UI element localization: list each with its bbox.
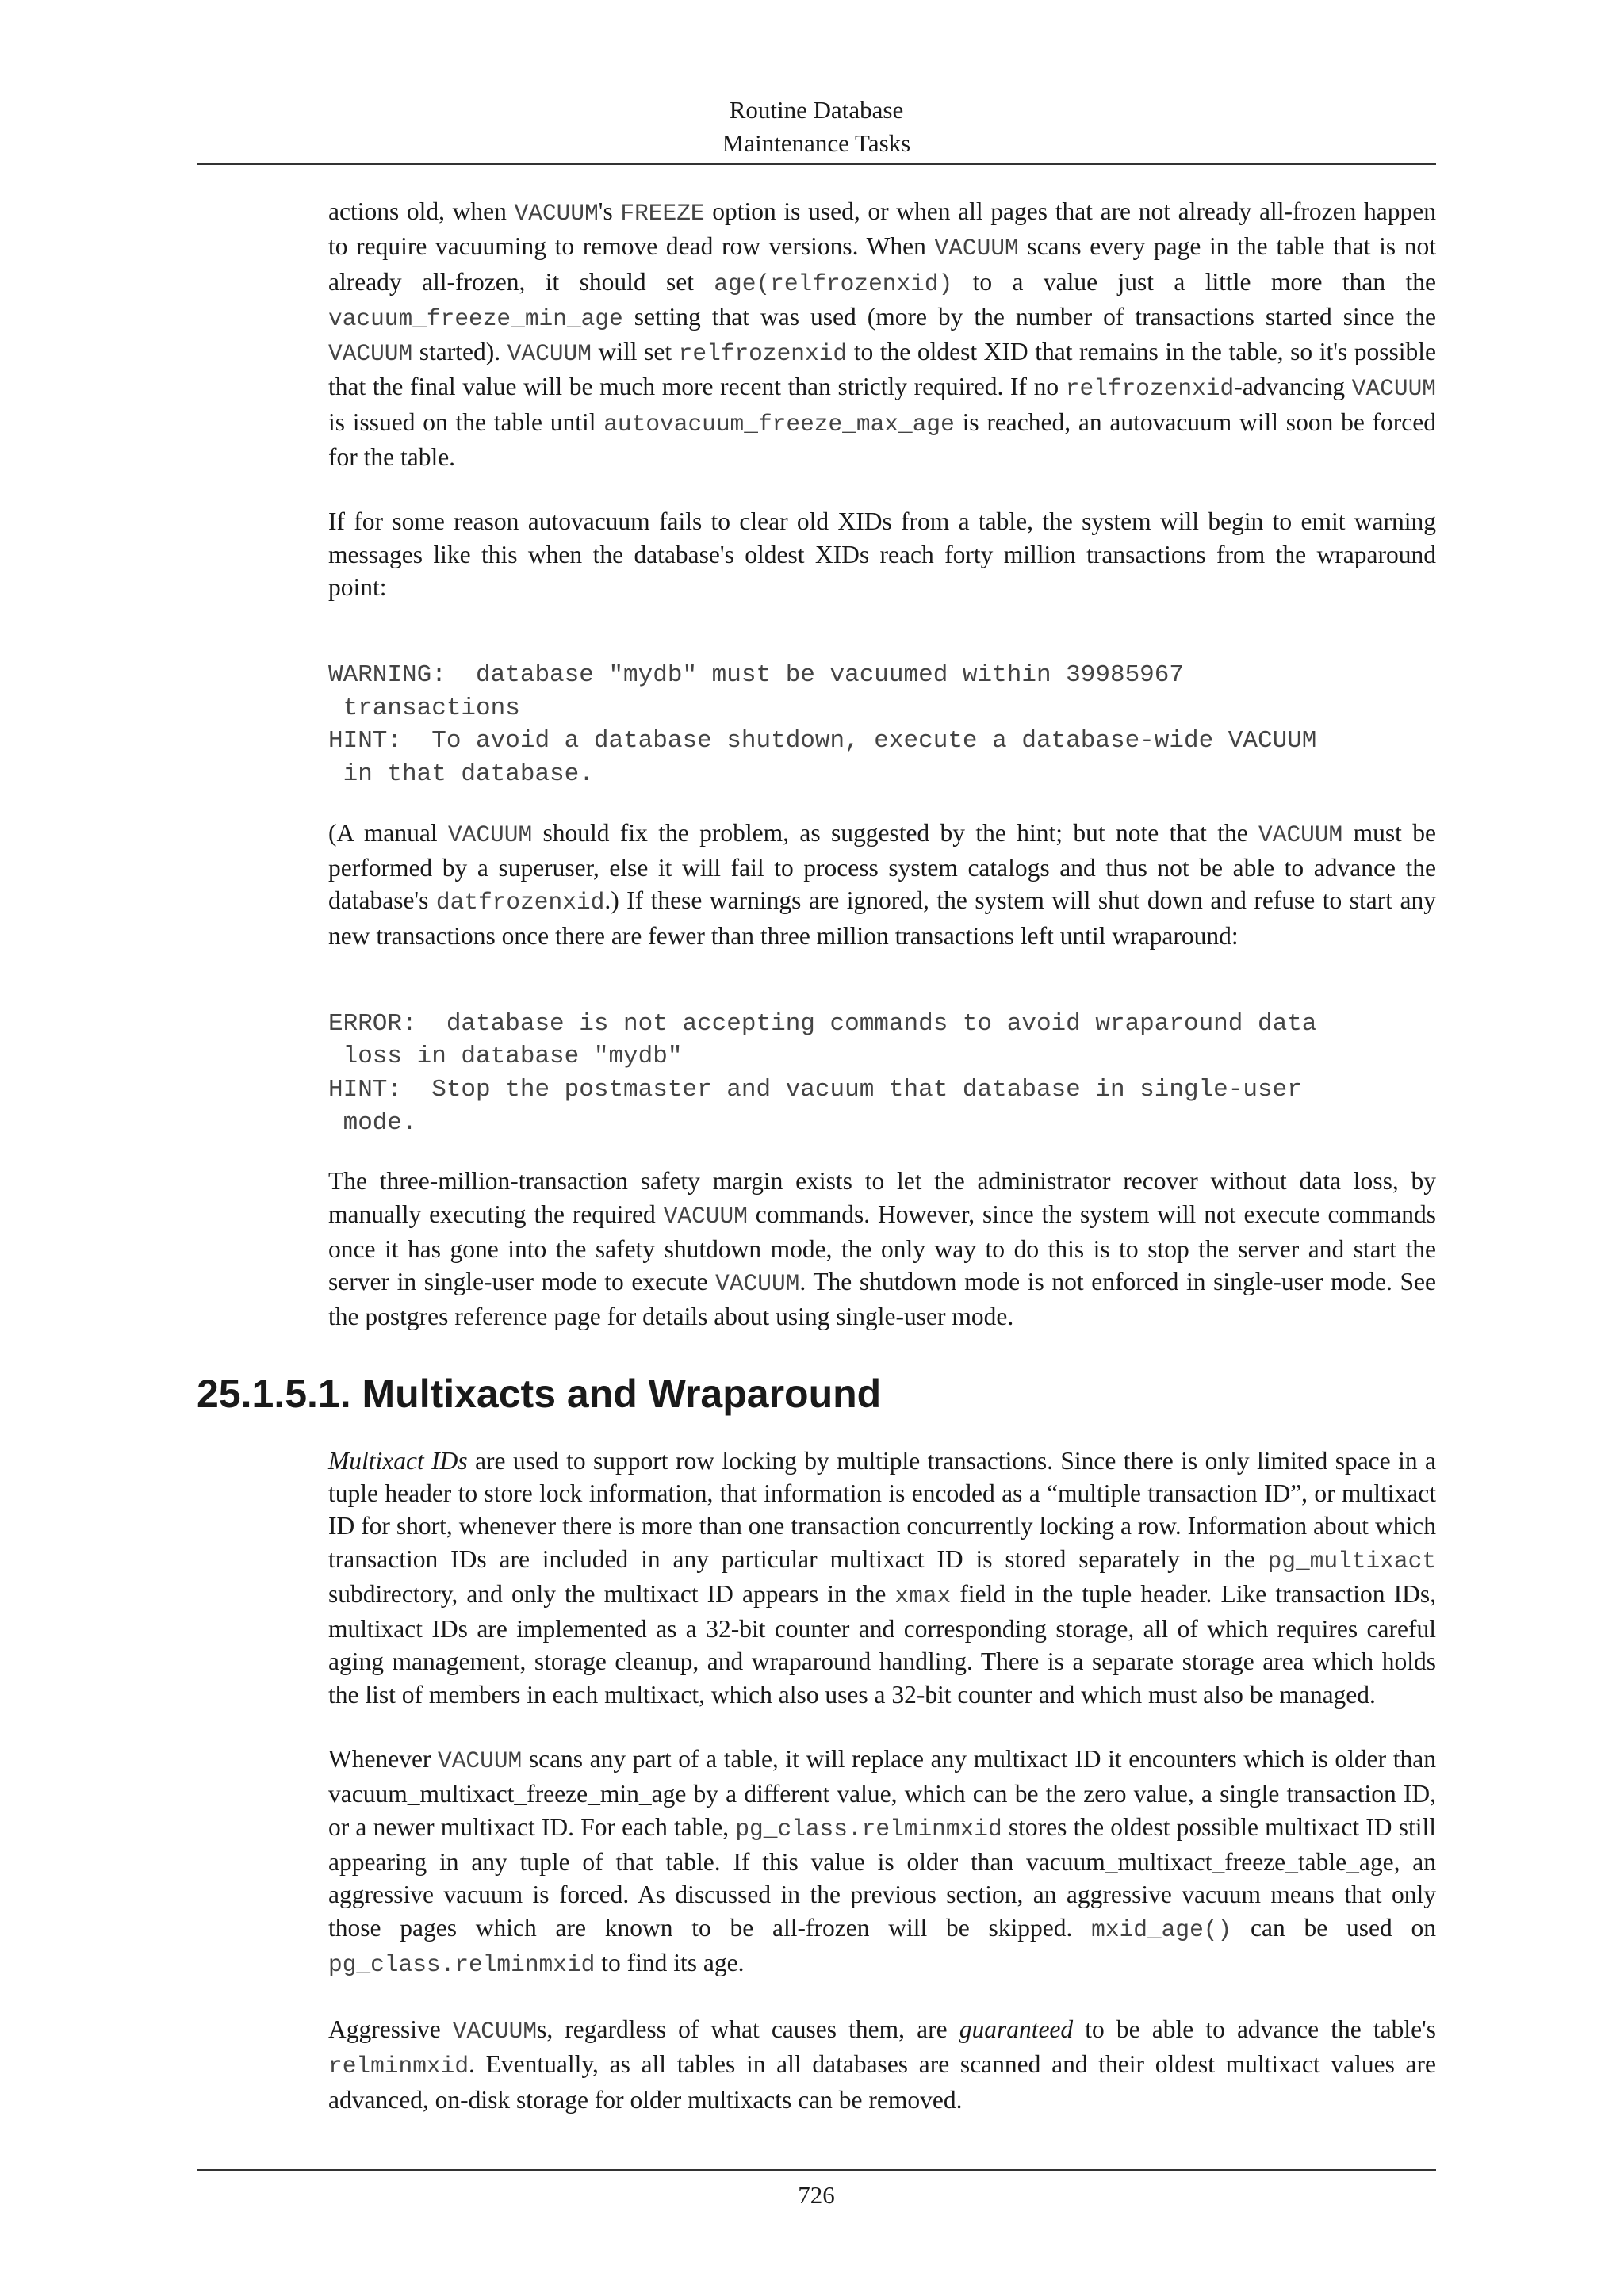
warning-output-block: WARNING: database "mydb" must be vacuumed within 39985967 transactions HINT: To avoid a database shutdown, execute a database-wide VACUUM in that database. — [328, 661, 1317, 789]
paragraph-6: Whenever VACUUM scans any part of a table, it will replace any multixact ID it encounters which is older than vacuum_multixact_freeze_min_age by a different value, which can be the zero value, a single transaction ID, or a newer multixact ID. For each table, pg_class.relminmxid stores the oldest possible multixact ID still appearing in any tuple of that table. If this value is older than vacuum_multixact_freeze_table_age, an aggressive vacuum is forced. As discussed in the previous section, an aggressive vacuum means that only those pages which are known to be all-frozen will be skipped. mxid_age() can be used on pg_class.relminmxid to find its age. — [328, 1745, 1436, 1978]
running-header — [197, 94, 1436, 160]
footer-rule — [197, 2169, 1436, 2171]
section-heading: 25.1.5.1. Multixacts and Wraparound — [197, 1371, 882, 1416]
header-rule — [197, 163, 1436, 165]
paragraph-1: actions old, when VACUUM's FREEZE option is used, or when all pages that are not already all-frozen happen to require vacuuming to remove dead row versions. When VACUUM scans every page in the table that is not already all-frozen, it should set age(relfrozenxid) to a value just a little more than the vacuum_freeze_min_age setting that was used (more by the number of transactions started since the VACUUM started). VACUUM will set relfrozenxid to the oldest XID that remains in the table, so it's possible that the final value will be much more recent than strictly required. If no relfrozenxid-advancing VACUUM is issued on the table until autovacuum_freeze_max_age is reached, an autovacuum will soon be forced for the table. — [328, 197, 1437, 472]
error-output-block: ERROR: database is not accepting commands to avoid wraparound data loss in database "mydb" HINT: Stop the postmaster and vacuum that database in single-user mode. — [328, 1009, 1317, 1137]
paragraph-4: The three-million-transaction safety margin exists to let the administrator recover without data loss, by manually executing the required VACUUM commands. However, since the system will not execute commands once it has gone into the safety shutdown mode, the only way to do this is to stop the server and start the server in single-user mode to execute VACUUM. The shutdown mode is not enforced in single-user mode. See the postgres reference page for details about using single-user mode. — [328, 1167, 1437, 1331]
paragraph-3: (A manual VACUUM should fix the problem, as suggested by the hint; but note that the VACUUM must be performed by a superuser, else it will fail to process system catalogs and thus not be able to advance the database's datfrozenxid.) If these warnings are ignored, the system will shut down and refuse to start any new transactions once there are fewer than three million transactions left until wraparound: — [328, 818, 1436, 950]
paragraph-7: Aggressive VACUUMs, regardless of what causes them, are guaranteed to be able to advance the table's relminmxid. Eventually, as all tables in all databases are scanned and their oldest multixact values are advanced, on-disk storage for older multixacts can be removed. — [328, 2015, 1436, 2114]
page-number: 726 — [798, 2181, 835, 2209]
header-line-2: Maintenance Tasks — [722, 129, 911, 157]
page-body — [197, 195, 1437, 2148]
header-line-1: Routine Database — [729, 96, 904, 124]
paragraph-5: Multixact IDs are used to support row locking by multiple transactions. Since there is only limited space in a tuple header to store lock information, that information is encoded as a “multiple transaction ID”, or multixact ID for short, whenever there is more than one transaction concurrently locking a row. Information about which transaction IDs are included in any particular multixact ID is stored separately in the pg_multixact subdirectory, and only the multixact ID appears in the xmax field in the tuple header. Like transaction IDs, multixact IDs are implemented as a 32-bit counter and corresponding storage, all of which requires careful aging management, storage cleanup, and wraparound handling. There is a separate storage area which holds the list of members in each multixact, which also uses a 32-bit counter and which must also be managed. — [328, 1446, 1436, 1709]
paragraph-2: If for some reason autovacuum fails to clear old XIDs from a table, the system will begin to emit warning messages like this when the database's oldest XIDs reach forty million transactions from the wraparound point: — [328, 507, 1436, 601]
